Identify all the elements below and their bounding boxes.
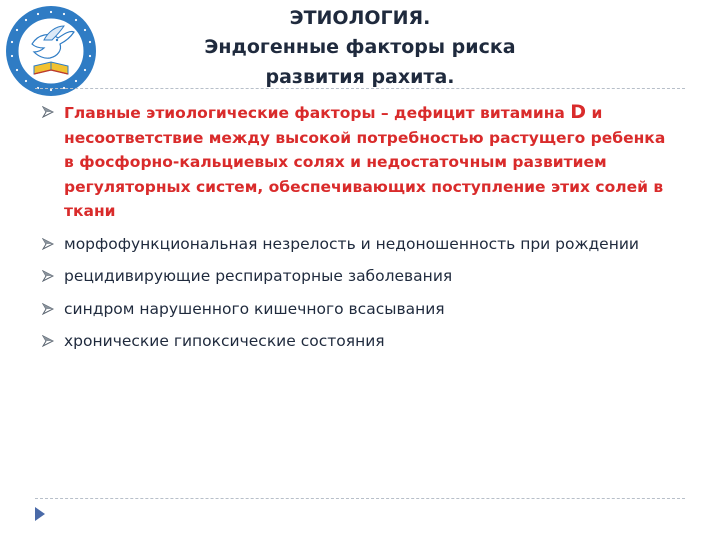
bullet-text-after: и несоответствие между высокой потребностью растущего ребенка в фосфорно-кальциевых солях и недостаточным развитием регуляторных систем, обеспечивающих поступление этих солей в ткани [64,104,666,220]
bullet-item-respiratory [40,264,670,289]
bullet-item-malabsorption [40,297,670,322]
slide-title [110,4,610,92]
dove-book-emblem-icon [4,4,98,98]
title-line-3: развития рахита. [265,66,455,88]
slide-nav-triangle-icon[interactable] [34,506,46,522]
bullet-text: морфофункциональная незрелость и недоношенность при рождении [64,234,639,253]
arrowhead-bullet-icon [42,270,54,282]
arrowhead-bullet-icon [42,106,54,118]
bullet-item-hypoxia [40,329,670,354]
bottom-divider [35,498,685,499]
bullet-text-before: Главные этиологические факторы – дефицит витамина [64,104,571,122]
bullet-text: синдром нарушенного кишечного всасывания [64,299,445,318]
arrowhead-bullet-icon [42,303,54,315]
title-line-1: ЭТИОЛОГИЯ. [289,7,431,29]
arrowhead-bullet-icon [42,335,54,347]
bullet-text: хронические гипоксические состояния [64,332,385,350]
bullet-text: рецидивирующие респираторные заболевания [64,267,453,285]
vitamin-d-letter: D [570,101,587,123]
bullet-item-main-factors [40,100,670,224]
bullet-item-immaturity [40,232,670,257]
top-divider [35,88,685,89]
arrowhead-bullet-icon [42,238,54,250]
title-line-2: Эндогенные факторы риска [204,36,516,58]
bullet-list [40,100,670,362]
